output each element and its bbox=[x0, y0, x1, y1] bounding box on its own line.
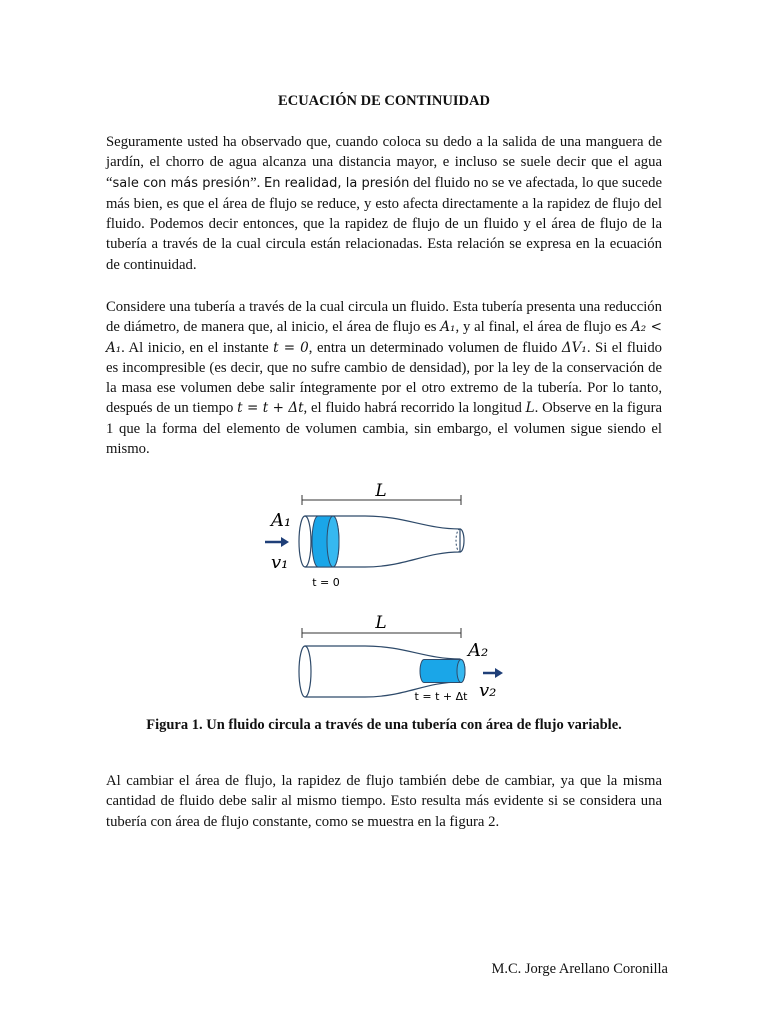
text-run: Considere una tubería a través de la cual circula un fluido. Esta tubería presenta una reducción de diámetro, de manera que, al inicio, el área de flujo es bbox=[106, 299, 662, 336]
length-label: L bbox=[375, 481, 387, 501]
length-label: L bbox=[375, 613, 387, 633]
velocity-arrow-head bbox=[281, 537, 289, 547]
pipe-diagram-initial bbox=[265, 481, 464, 589]
time-label-initial: t = 0 bbox=[312, 576, 340, 589]
velocity-label-v2: v₂ bbox=[479, 680, 497, 701]
author-footer: M.C. Jorge Arellano Coronilla bbox=[491, 961, 668, 977]
text-run: ”. bbox=[250, 174, 265, 191]
sans-phrase: En realidad, la presión bbox=[264, 175, 410, 191]
fluid-front-face bbox=[457, 660, 465, 683]
time-label-final: t = t + Δt bbox=[414, 690, 468, 703]
text-run: . Al inicio, en el instante bbox=[121, 339, 274, 356]
pipe-diagram-final bbox=[299, 613, 503, 703]
pipe-inlet-rim bbox=[299, 516, 311, 567]
pipe-figure bbox=[255, 478, 515, 710]
text-run: , el fluido habrá recorrido la longitud bbox=[303, 400, 526, 417]
text-run: del fluido no se ve afectada, lo que sucede más bien, es que el área de flujo se reduce, y esto afecta directamente a la rapidez de flujo del fluido. Podemos decir entonces, que la rapidez de flujo de un fluido y el área de flujo de la tubería a través de la cual circula están relacionadas. Esta relación se expresa en la ecuación de continuidad. bbox=[106, 174, 662, 273]
text-run: Seguramente usted ha observado que, cuando coloca su dedo a la salida de una manguera de jardín, el chorro de agua alcanza una distancia mayor, e incluso se suele decir que el agua “ bbox=[106, 134, 662, 191]
area-label-a1: A₁ bbox=[271, 510, 292, 531]
quoted-phrase: sale con más presión bbox=[112, 175, 251, 191]
document-title: ECUACIÓN DE CONTINUIDAD bbox=[278, 93, 490, 109]
fluid-front-face bbox=[327, 516, 339, 567]
math-a1: A₁ bbox=[440, 319, 456, 336]
text-run: , y al final, el área de flujo es bbox=[455, 319, 632, 336]
text-run: . Si el fluido es incompresible (es decir, que no sufre cambio de densidad), por la ley de la conservación de la masa ese volumen debe salir íntegramente por el otro extremo de la tubería. Por lo tanto, después de un tiempo bbox=[106, 339, 663, 417]
text-run: , entra un determinado volumen de fluido bbox=[308, 339, 562, 356]
math-length: L bbox=[525, 400, 535, 417]
velocity-arrow-head bbox=[495, 668, 503, 678]
figure-caption: Figura 1. Un fluido circula a través de una tubería con área de flujo variable. bbox=[146, 717, 622, 733]
math-t-zero: t = 0 bbox=[273, 339, 309, 356]
text-run: . Observe en la figura 1 que la forma del elemento de volumen cambia, sin embargo, el volumen sigue siendo el mismo. bbox=[106, 400, 663, 458]
paragraph-pipe-description bbox=[106, 297, 662, 459]
area-label-a2: A₂ bbox=[468, 640, 489, 661]
paragraph-flow-change: Al cambiar el área de flujo, la rapidez de flujo también debe de cambiar, ya que la misma cantidad de fluido debe salir al mismo tiempo. Esto resulta más evidente si se considera una tubería con área de flujo constante, como se muestra en la figura 2. bbox=[106, 773, 662, 830]
math-t-delta: t = t + Δt bbox=[237, 400, 304, 417]
velocity-label-v1: v₁ bbox=[271, 552, 289, 573]
paragraph-intro bbox=[106, 132, 662, 275]
math-a2-lt-a1: A₂ < A₁ bbox=[106, 319, 662, 356]
pipe-inlet-rim bbox=[299, 646, 311, 697]
math-delta-v1: ΔV₁ bbox=[561, 339, 587, 356]
